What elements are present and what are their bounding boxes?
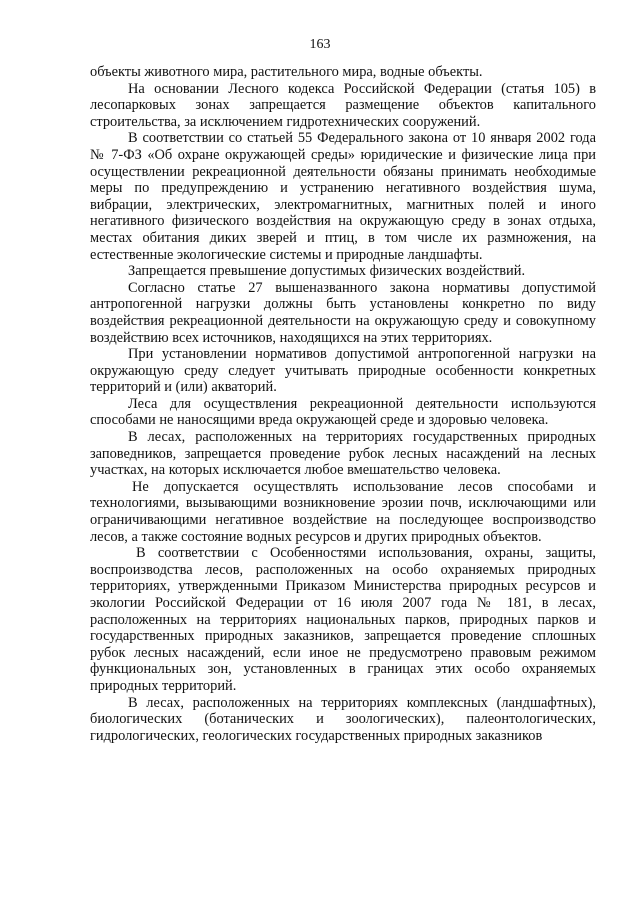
paragraph-order-181: В соответствии с Особенностями использования, охраны, защиты, воспроизводства лесов, расположенных на особо охраняемых природных территориях, утвержденными Приказом Министерства природных ресурсов и экологии Российской Федерации от 16 июля 2007 года № 181, в лесах, расположенных на территориях национальных парков, природных парков и государственных природных заказников, запрещается проведение сплошных рубок лесных насаждений, если иное не предусмотрено правовым режимом функциональных зон, установленных в границах этих особо охраняемых природных территорий.	[90, 545, 596, 694]
paragraph-reserves: В лесах, расположенных на территориях государственных природных заповедников, запрещается проведение рубок лесных насаждений на лесных участках, на которых исключается любое вмешательство человека.	[90, 429, 596, 479]
paragraph-erosion: Не допускается осуществлять использование лесов способами и технологиями, вызывающими возникновение эрозии почв, исключающими или ограничивающими негативное воздействие на последующее воспроизводство лесов, а также состояние водных ресурсов и других природных объектов.	[90, 478, 596, 545]
paragraph-forest-code: На основании Лесного кодекса Российской Федерации (статья 105) в лесопарковых зонах запрещается размещение объектов капитального строительства, за исключением гидротехнических сооружений.	[90, 80, 596, 130]
paragraph-federal-law-55: В соответствии со статьей 55 Федерального закона от 10 января 2002 года № 7-ФЗ «Об охране окружающей среды» юридические и физические лица при осуществлении рекреационной деятельности обязаны принимать необходимые меры по предупреждению и устранению негативного воздействия шума, вибрации, электрических, электромагнитных, магнитных полей и иного негативного физического воздействия на окружающую среду в зонах отдыха, местах обитания диких зверей и птиц, в том числе их размножения, на естественные экологические системы и природные ландшафты.	[90, 130, 596, 263]
paragraph-continuation: объекты животного мира, растительного мира, водные объекты.	[90, 64, 483, 80]
page-number: 163	[309, 37, 331, 52]
paragraph-article-27: Согласно статье 27 вышеназванного закона нормативы допустимой антропогенной нагрузки должны быть установлены конкретно по виду воздействия рекреационной деятельности на окружающую среду и совокупному воздействию всех источников, находящихся на этих территориях.	[90, 279, 596, 346]
paragraph-recreation-methods: Леса для осуществления рекреационной деятельности используются способами не наносящими вреда окружающей среде и здоровью человека.	[90, 395, 596, 429]
paragraph-prohibition-physical: Запрещается превышение допустимых физических воздействий.	[128, 263, 526, 280]
paragraph-complex-reserves: В лесах, расположенных на территориях комплексных (ландшафтных), биологических (ботанических и зоологических), палеонтологических, гидрологических, геологических государственных природных заказников	[90, 694, 596, 744]
paragraph-load-norms: При установлении нормативов допустимой антропогенной нагрузки на окружающую среду следует учитывать природные особенности конкретных территорий и (или) акваторий.	[90, 346, 596, 396]
document-body	[90, 64, 596, 744]
